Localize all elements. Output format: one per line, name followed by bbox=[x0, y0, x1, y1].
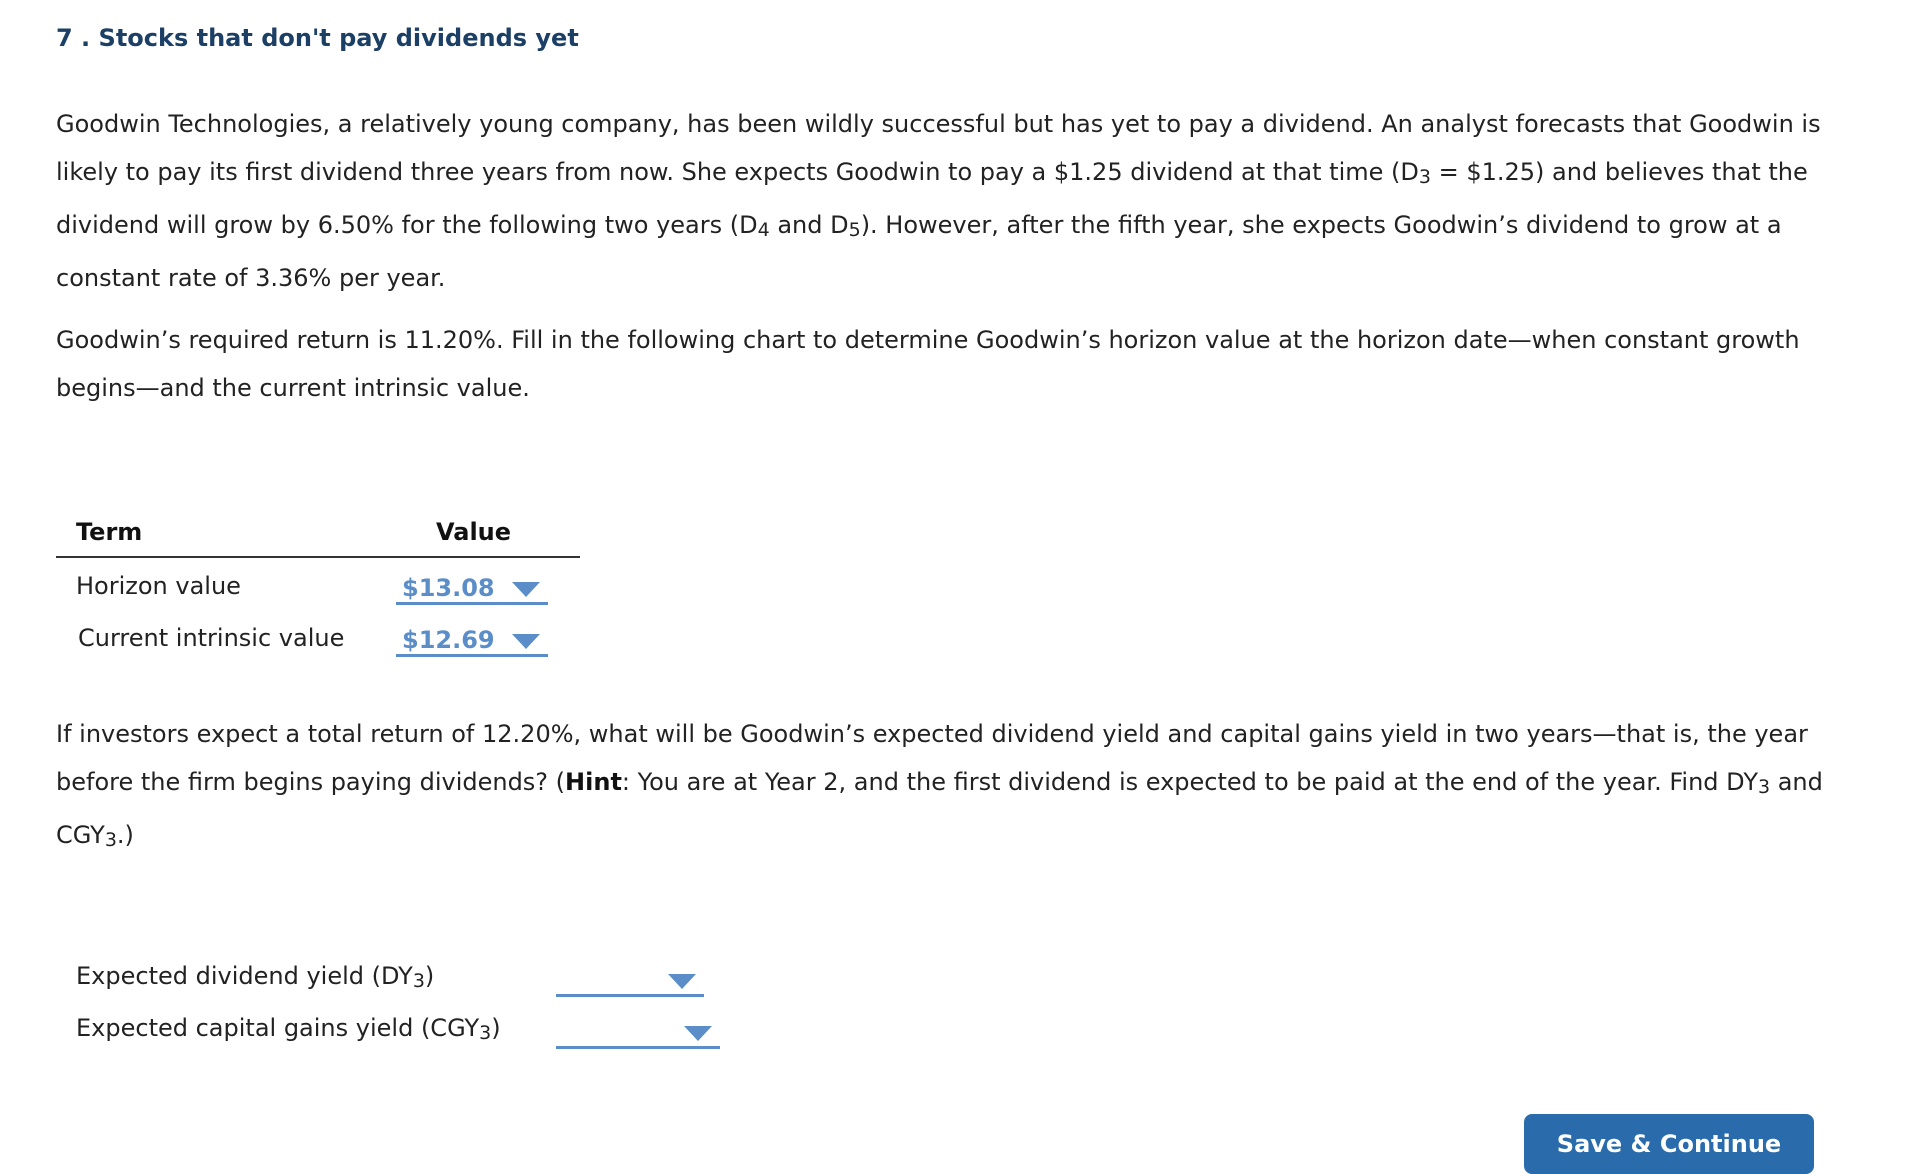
dropdown-selected-value: $13.08 bbox=[402, 574, 495, 602]
chevron-down-icon bbox=[668, 974, 696, 989]
q2-subscript: 3 bbox=[104, 829, 117, 851]
dividend-yield-label-text: Expected dividend yield (DY bbox=[76, 962, 413, 990]
valuation-table bbox=[56, 512, 580, 662]
intro-text-b: = $1.25) and believes that the dividend will grow by 6.50% for the following two years (D bbox=[56, 158, 1808, 239]
row-label-current-intrinsic-value: Current intrinsic value bbox=[78, 624, 345, 652]
q2-text-a: If investors expect a total return of 12.20%, what will be Goodwin’s expected dividend yield and capital gains yield in two years—that is, the year before the firm begins paying dividends? ( bbox=[56, 720, 1808, 796]
question-title bbox=[56, 24, 579, 52]
q2-text-c: and CGY bbox=[56, 768, 1823, 849]
capital-gains-yield-row bbox=[56, 1012, 856, 1064]
question-title-text: Stocks that don't pay dividends yet bbox=[98, 24, 579, 52]
question-paragraph-2 bbox=[56, 710, 1876, 864]
question-separator: . bbox=[72, 24, 99, 52]
intro-text-c: and D bbox=[769, 211, 849, 239]
question-number: 7 bbox=[56, 24, 73, 52]
intro-text-d: ). However, after the fifth year, she expects Goodwin’s dividend to grow at a constant rate of 3.36% per year. bbox=[56, 211, 1782, 292]
chevron-down-icon bbox=[684, 1026, 712, 1041]
capital-gains-yield-label bbox=[76, 1014, 501, 1044]
horizon-value-dropdown[interactable] bbox=[396, 568, 548, 605]
q2-subscript: 3 bbox=[1757, 776, 1771, 798]
q2-text-d: .) bbox=[116, 821, 134, 849]
dividend-yield-label-close: ) bbox=[424, 962, 435, 990]
intro-paragraph-1 bbox=[56, 100, 1876, 302]
row-label-horizon-value: Horizon value bbox=[76, 572, 241, 600]
table-row bbox=[56, 558, 580, 610]
hint-label: Hint bbox=[565, 768, 622, 796]
intro-subscript: 5 bbox=[848, 219, 861, 241]
capital-gains-yield-label-close: ) bbox=[491, 1014, 501, 1042]
intro-subscript: 4 bbox=[757, 219, 770, 241]
save-and-continue-button[interactable]: Save & Continue bbox=[1524, 1114, 1814, 1174]
dropdown-selected-value: $12.69 bbox=[402, 626, 495, 654]
column-header-term: Term bbox=[76, 518, 143, 546]
intro-text-a: Goodwin Technologies, a relatively young company, has been wildly successful but has yet to pay a dividend. An analyst forecasts that Goodwin is likely to pay its first dividend three years from now. She expects Goodwin to pay a $1.25 dividend at that time (D bbox=[56, 110, 1821, 186]
chevron-down-icon bbox=[512, 634, 540, 649]
intrinsic-value-dropdown[interactable] bbox=[396, 620, 548, 657]
capital-gains-yield-subscript: 3 bbox=[479, 1022, 492, 1044]
table-header bbox=[56, 512, 580, 558]
dividend-yield-label bbox=[76, 962, 434, 992]
chevron-down-icon bbox=[512, 582, 540, 597]
q2-text-b: : You are at Year 2, and the first dividend is expected to be paid at the end of the year. Find DY bbox=[621, 768, 1758, 796]
intro-subscript: 3 bbox=[1418, 166, 1431, 188]
intro-paragraph-2: Goodwin’s required return is 11.20%. Fill in the following chart to determine Goodwin’s horizon value at the horizon date—when constant growth begins—and the current intrinsic value. bbox=[56, 326, 1800, 402]
column-header-value: Value bbox=[436, 518, 512, 546]
capital-gains-yield-label-text: Expected capital gains yield (CGY bbox=[76, 1014, 480, 1042]
table-row bbox=[56, 610, 580, 662]
dividend-yield-row bbox=[56, 960, 856, 1012]
dividend-yield-dropdown[interactable] bbox=[556, 960, 704, 997]
capital-gains-yield-dropdown[interactable] bbox=[556, 1012, 720, 1049]
yields-section bbox=[56, 960, 856, 1064]
dividend-yield-subscript: 3 bbox=[412, 970, 425, 992]
